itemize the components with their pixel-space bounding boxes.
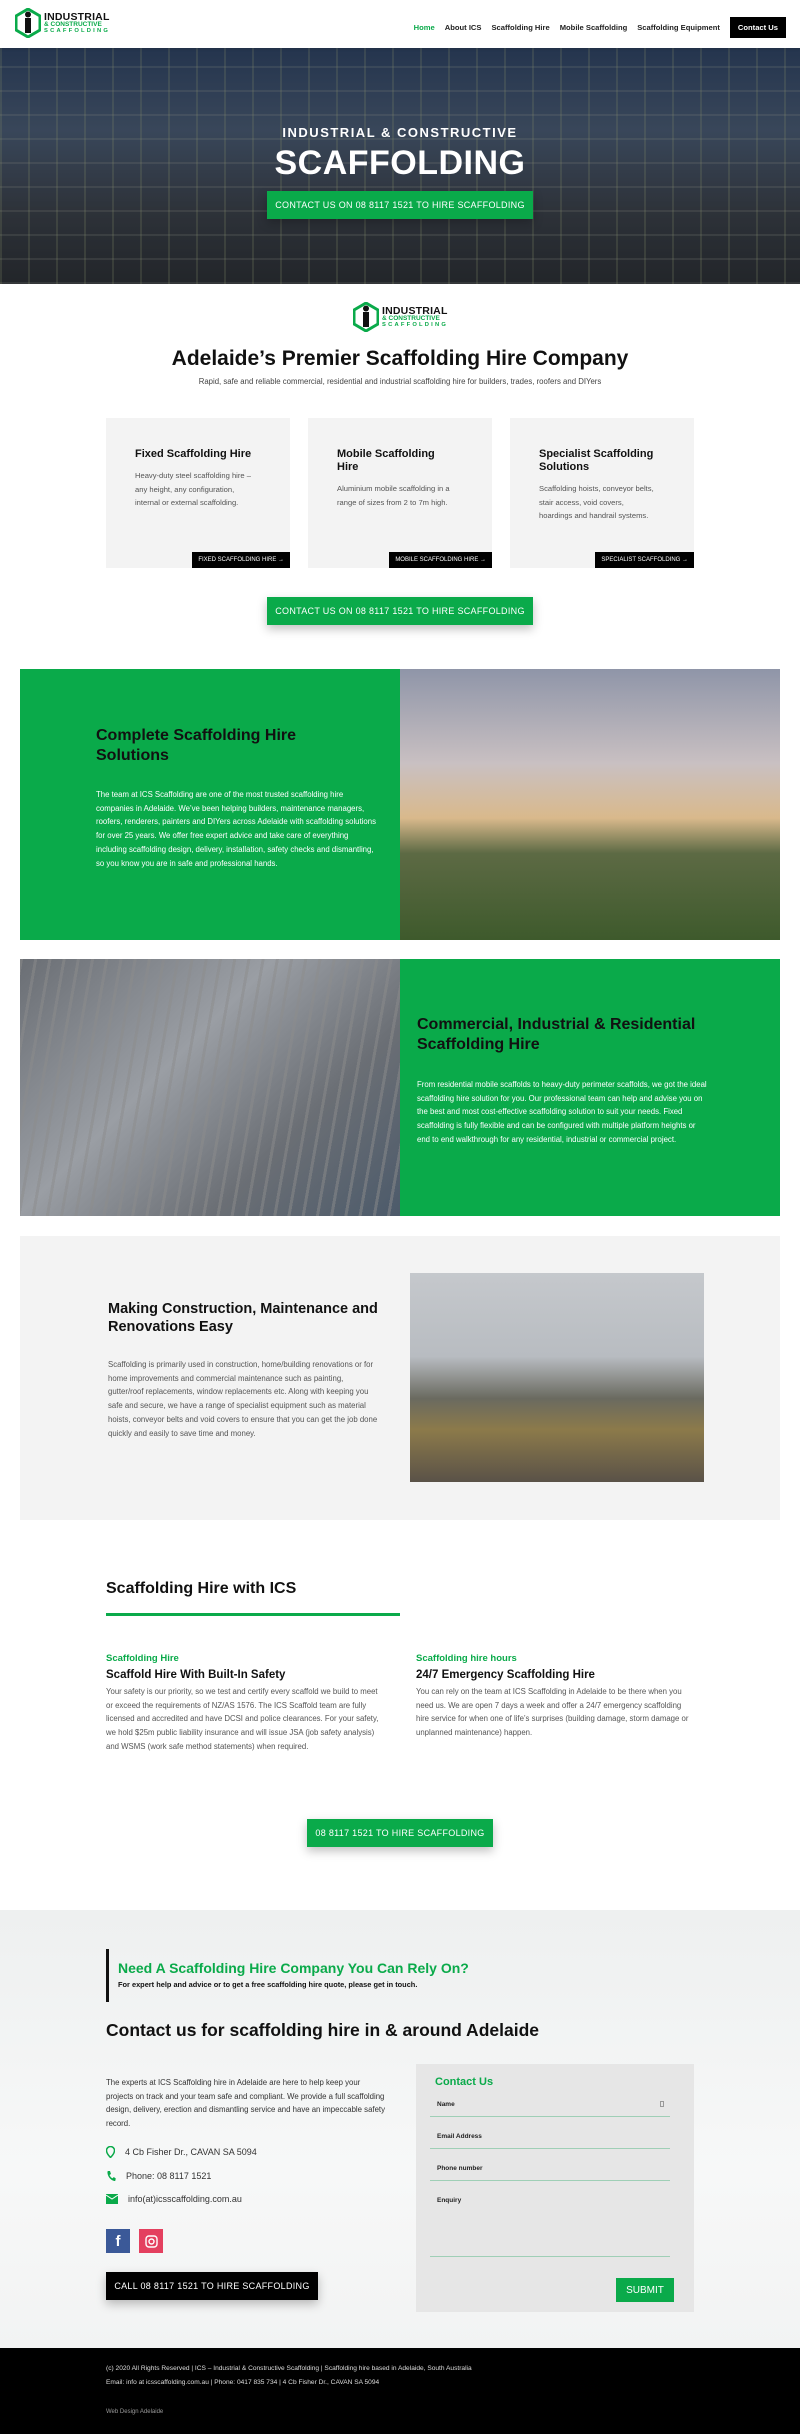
hero-banner [0, 48, 800, 284]
form-title: Contact Us [435, 2076, 494, 2088]
name-placeholder: Name [437, 2101, 455, 2108]
contact-heading: Contact us for scaffolding hire in & around Adelaide [106, 2020, 539, 2040]
heading-underline [106, 1613, 400, 1616]
address-text: 4 Cb Fisher Dr., CAVAN SA 5094 [125, 2147, 257, 2157]
nav-scaffolding-equipment[interactable]: Scaffolding Equipment [637, 23, 720, 32]
phone-icon [106, 2170, 116, 2182]
call-to-hire-button[interactable]: CALL 08 8117 1521 TO HIRE SCAFFOLDING [106, 2272, 318, 2300]
logo-line1: INDUSTRIAL [382, 304, 448, 317]
main-nav [404, 17, 786, 38]
hire-heading: Scaffolding Hire with ICS [106, 1580, 297, 1597]
logo-line3: SCAFFOLDING [382, 321, 449, 328]
phone-text: Phone: 08 8117 1521 [126, 2171, 212, 2181]
enquiry-textarea[interactable]: Enquiry [430, 2194, 670, 2257]
building-sunset-photo [400, 669, 780, 940]
instagram-icon[interactable] [139, 2229, 163, 2253]
making-body: Scaffolding is primarily used in construction, home/building renovations or for home improvements and commercial maintenance such as painting, gutter/roof replacements, window replacements etc. Along with keeping you safe and secure, we have a range of specialist equipment such as material hoists, conveyor belts and void covers to ensure that you can get the job done quickly and easily to save time and money. [108, 1360, 378, 1438]
complete-body: The team at ICS Scaffolding are one of the most trusted scaffolding hire companies in Adelaide. We’ve been helping builders, maintenance managers, roofers, renderers, painters and DIYers across Adelaide with scaffolding solutions for over 25 years. We offer free expert advice and take care of everything including scaffolding design, delivery, installation, safety checks and dismantling, so you know you are in safe and professional hands. [96, 790, 376, 868]
intro-heading: Adelaide’s Premier Scaffolding Hire Company [171, 347, 629, 370]
nav-scaffolding-hire[interactable]: Scaffolding Hire [491, 23, 550, 32]
card-title: Specialist Scaffolding Solutions [539, 448, 654, 473]
nav-contact-us-button[interactable]: Contact Us [730, 17, 786, 38]
silo-scaffolding-photo [20, 959, 400, 1216]
site-header [0, 0, 800, 48]
callout-subtext: For expert help and advice or to get a free scaffolding hire quote, please get in touch. [118, 1980, 418, 1989]
logo-line2: & CONSTRUCTIVE [382, 315, 440, 323]
mobile-scaffolding-hire-button[interactable]: MOBILE SCAFFOLDING HIRE → [389, 552, 492, 568]
intro-logo [353, 302, 448, 332]
specialist-scaffolding-button[interactable]: SPECIALIST SCAFFOLDING → [595, 552, 694, 568]
card-mobile-scaffolding [308, 418, 492, 568]
hire-column-hours [416, 1653, 696, 1740]
autofill-icon [660, 2101, 664, 2107]
email-input[interactable]: Email Address [430, 2130, 670, 2149]
logo-line3: SCAFFOLDING [44, 27, 111, 34]
hero-title: SCAFFOLDING [274, 144, 526, 182]
heritage-building-scaffold-photo [410, 1273, 704, 1482]
commercial-panel [400, 959, 780, 1216]
site-logo[interactable] [15, 8, 110, 38]
complete-heading: Complete Scaffolding Hire Solutions [96, 727, 297, 764]
contact-body: The experts at ICS Scaffolding hire in Adelaide are here to help keep your projects on track and your team safe and compliant. We provide a full scaffolding design, delivery, erection and dismantling service and have an impeccable safety record. [106, 2078, 385, 2129]
hero-subtitle: INDUSTRIAL & CONSTRUCTIVE [282, 125, 518, 140]
facebook-icon[interactable]: f [106, 2229, 130, 2253]
hero-cta-button[interactable]: CONTACT US ON 08 8117 1521 TO HIRE SCAFFOLDING [267, 191, 533, 219]
contact-form [416, 2064, 694, 2312]
commercial-heading: Commercial, Industrial & Residential Scaffolding Hire [417, 1016, 696, 1053]
commercial-body: From residential mobile scaffolds to heavy-duty perimeter scaffolds, we got the ideal scaffolding hire solution for you. Our professional team can help and advise you on the best and most cost-effective scaffolding solution to suit your needs. Fixed scaffolding is fully flexible and can be configured with multiple platform heights or end to end walkthrough for any residential, industrial or commercial project. [417, 1080, 707, 1144]
hire-column-safety [106, 1653, 386, 1754]
map-pin-icon [106, 2146, 115, 2158]
fixed-scaffolding-hire-button[interactable]: FIXED SCAFFOLDING HIRE → [192, 552, 290, 568]
intro-subheading: Rapid, safe and reliable commercial, residential and industrial scaffolding hire for builders, trades, roofers and DIYers [198, 377, 602, 386]
column-title: Scaffold Hire With Built-In Safety [106, 1669, 286, 1681]
callout-heading: Need A Scaffolding Hire Company You Can Rely On? [118, 1960, 469, 1976]
callout-bar [106, 1949, 109, 2002]
making-heading: Making Construction, Maintenance and Renovations Easy [108, 1301, 378, 1335]
logo-hexagon-icon [15, 8, 41, 38]
card-fixed-scaffolding [106, 418, 290, 568]
card-title: Fixed Scaffolding Hire [135, 448, 252, 460]
card-body: Heavy-duty steel scaffolding hire – any height, any configuration, internal or external scaffolding. [135, 471, 251, 508]
card-body: Aluminium mobile scaffolding in a range of sizes from 2 to 7m high. [337, 484, 450, 507]
phone-input[interactable]: Phone number [430, 2162, 670, 2181]
column-title: 24/7 Emergency Scaffolding Hire [416, 1669, 595, 1681]
contact-address [106, 2146, 257, 2158]
hire-cta-button[interactable]: 08 8117 1521 TO HIRE SCAFFOLDING [307, 1819, 493, 1847]
intro-cta-button[interactable]: CONTACT US ON 08 8117 1521 TO HIRE SCAFFOLDING [267, 597, 533, 625]
contact-section [0, 1910, 800, 2348]
site-footer [0, 2348, 800, 2434]
footer-contact-line: Email: info at icsscaffolding.com.au | Phone: 0417 835 734 | 4 Cb Fisher Dr., CAVAN SA 5094 [106, 2379, 380, 2386]
card-specialist-scaffolding [510, 418, 694, 568]
nav-about-ics[interactable]: About ICS [444, 23, 482, 32]
complete-solutions-panel [20, 669, 400, 940]
column-body: You can rely on the team at ICS Scaffolding in Adelaide to be there when you need us. We are open 7 days a week and offer a 24/7 emergency scaffolding hire service for when one of life’s surprises (building damage, storm damage or unplanned maintenance) happen. [416, 1687, 689, 1738]
footer-copyright: (c) 2020 All Rights Reserved | ICS – Industrial & Constructive Scaffolding | Scaffolding hire based in Adelaide, South Australia [106, 2365, 472, 2372]
logo-line1: INDUSTRIAL [44, 10, 110, 23]
nav-home[interactable]: Home [413, 23, 435, 32]
column-label: Scaffolding Hire [106, 1653, 179, 1664]
email-text: info(at)icsscaffolding.com.au [128, 2194, 242, 2204]
contact-email[interactable] [106, 2194, 242, 2204]
logo-line2: & CONSTRUCTIVE [44, 21, 102, 29]
envelope-icon [106, 2194, 118, 2204]
submit-button[interactable]: SUBMIT [616, 2278, 674, 2302]
card-body: Scaffolding hoists, conveyor belts, stair access, void covers, hoardings and handrail systems. [539, 484, 654, 521]
column-body: Your safety is our priority, so we test and certify every scaffold we build to meet or exceed the requirements of NZ/AS 1576. The ICS Scaffold team are fully licensed and accredited and have DCSI and police clearances. For your safety, we hold $25m public liability insurance and will issue JSA (job safety analysis) and WSMS (work safe method statements) when required. [106, 1687, 379, 1751]
nav-mobile-scaffolding[interactable]: Mobile Scaffolding [559, 23, 628, 32]
logo-hexagon-icon [353, 302, 379, 332]
making-easy-section [20, 1236, 780, 1520]
web-design-link[interactable]: Web Design Adelaide [106, 2409, 164, 2415]
card-title: Mobile Scaffolding Hire [337, 448, 435, 473]
name-input[interactable] [430, 2098, 670, 2117]
column-label: Scaffolding hire hours [416, 1653, 517, 1664]
contact-phone[interactable] [106, 2170, 211, 2182]
